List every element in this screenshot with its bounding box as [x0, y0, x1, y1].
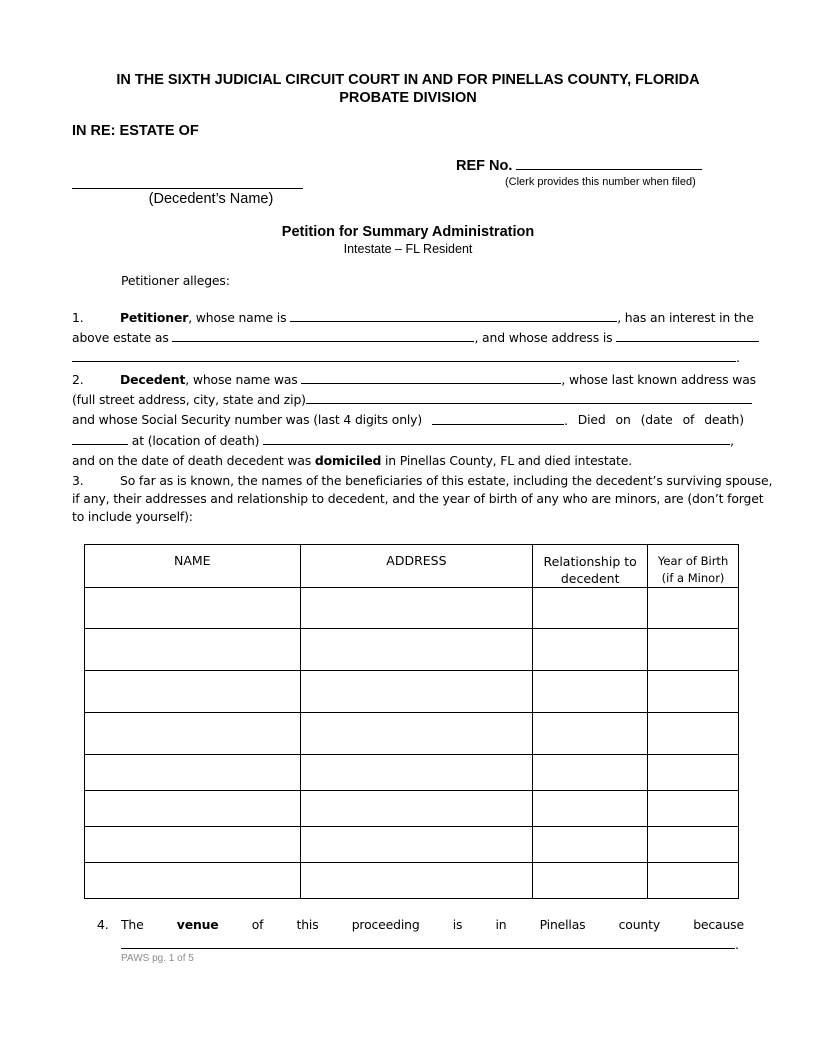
para2-text: of: [682, 412, 695, 427]
table-row: [85, 671, 739, 713]
para1-number: 1.: [72, 310, 84, 325]
beneficiary-address-cell[interactable]: [300, 791, 533, 827]
beneficiary-relationship-cell[interactable]: [533, 629, 648, 671]
para3-line1: [72, 473, 773, 489]
beneficiary-relationship-cell[interactable]: [533, 755, 648, 791]
para2-line1: [72, 371, 756, 387]
para1-text: , has an interest in the: [617, 310, 754, 325]
para2-text: , whose last known address was: [561, 372, 756, 387]
table-row: [85, 827, 739, 863]
beneficiary-name-cell[interactable]: [85, 755, 301, 791]
para4-word: this: [296, 917, 319, 932]
beneficiary-year-cell[interactable]: [648, 671, 739, 713]
para1-line1: [72, 309, 754, 325]
para1-line3: [72, 349, 744, 365]
table-row: [85, 629, 739, 671]
table-row: [85, 791, 739, 827]
para1-text: , and whose address is: [474, 330, 613, 345]
table-row: [85, 588, 739, 629]
beneficiary-relationship-cell[interactable]: [533, 863, 648, 899]
decedent-name-field-2[interactable]: [301, 371, 561, 384]
petitioner-address-field[interactable]: [616, 329, 759, 342]
relationship-header-line1: Relationship to: [543, 554, 637, 569]
para2-text: .: [564, 413, 568, 428]
beneficiary-name-cell[interactable]: [85, 629, 301, 671]
para2-line5: [72, 453, 744, 469]
petitioner-term: Petitioner: [120, 310, 189, 325]
decedent-address-field[interactable]: [306, 391, 752, 404]
beneficiary-year-cell[interactable]: [648, 588, 739, 629]
year-header-line1: Year of Birth: [657, 554, 729, 568]
venue-term: venue: [176, 917, 219, 932]
para2-text: in Pinellas County, FL and died intestate.: [385, 453, 632, 468]
petitioner-interest-field[interactable]: [172, 329, 474, 342]
beneficiary-year-cell[interactable]: [648, 863, 739, 899]
relationship-header-line2: decedent: [560, 571, 620, 586]
beneficiary-name-cell[interactable]: [85, 791, 301, 827]
beneficiary-year-cell[interactable]: [648, 755, 739, 791]
beneficiary-rows: [85, 588, 739, 899]
page-footer: PAWS pg. 1 of 5: [121, 953, 194, 964]
para4-word: proceeding: [351, 917, 420, 932]
para2-line2: [72, 391, 744, 407]
para3-line3: to include yourself):: [72, 509, 193, 524]
beneficiary-address-cell[interactable]: [300, 629, 533, 671]
beneficiary-address-cell[interactable]: [300, 827, 533, 863]
beneficiary-relationship-cell[interactable]: [533, 588, 648, 629]
ref-number-label: [456, 157, 702, 174]
relationship-column-header: [533, 545, 648, 588]
para4-word: in: [495, 917, 507, 932]
beneficiary-relationship-cell[interactable]: [533, 827, 648, 863]
para2-text: , whose name was: [185, 372, 298, 387]
para2-text: at (location of death): [131, 433, 260, 448]
table-row: [85, 863, 739, 899]
para2-line4: [72, 432, 744, 448]
para2-text: and on the date of death decedent was: [72, 453, 312, 468]
petitioner-name-field[interactable]: [290, 309, 617, 322]
para4-line2: [121, 936, 744, 952]
court-heading: IN THE SIXTH JUDICIAL CIRCUIT COURT IN AND FOR PINELLAS COUNTY, FLORIDA: [116, 72, 700, 88]
address-column-header: ADDRESS: [300, 545, 533, 588]
beneficiary-address-cell[interactable]: [300, 588, 533, 629]
decedent-name-field[interactable]: [72, 188, 303, 189]
beneficiary-relationship-cell[interactable]: [533, 713, 648, 755]
beneficiary-address-cell[interactable]: [300, 713, 533, 755]
table-row: [85, 713, 739, 755]
division-heading: PROBATE DIVISION: [339, 90, 477, 106]
intro-text: Petitioner alleges:: [121, 273, 230, 288]
beneficiary-year-cell[interactable]: [648, 827, 739, 863]
para1-text: , whose name is: [188, 310, 287, 325]
para2-text: (date: [640, 412, 673, 427]
para3-line2: if any, their addresses and relationship to decedent, and the year of birth of any who are minors, are (don’t forget: [72, 491, 764, 506]
para2-line3: [72, 412, 744, 428]
date-of-death-field[interactable]: [72, 432, 128, 445]
para4-word: county: [618, 917, 661, 932]
in-re-label: IN RE: ESTATE OF: [72, 123, 199, 139]
beneficiary-name-cell[interactable]: [85, 863, 301, 899]
ref-label-text: REF No.: [456, 158, 513, 174]
beneficiary-address-cell[interactable]: [300, 755, 533, 791]
para4-word: The: [121, 917, 144, 932]
beneficiary-address-cell[interactable]: [300, 671, 533, 713]
ref-number-field[interactable]: [516, 157, 702, 170]
ssn-last4-field[interactable]: [432, 412, 564, 425]
decedent-name-label: (Decedent’s Name): [148, 191, 274, 207]
para3-text: So far as is known, the names of the beneficiaries of this estate, including the decedent’s surviving spouse,: [120, 473, 773, 488]
beneficiary-name-cell[interactable]: [85, 671, 301, 713]
beneficiary-name-cell[interactable]: [85, 713, 301, 755]
para2-text: and whose Social Security number was (last 4 digits only): [72, 412, 423, 427]
domiciled-term: domiciled: [314, 453, 382, 468]
para1-text: above estate as: [72, 330, 169, 345]
petitioner-address-field-2[interactable]: [72, 349, 736, 362]
petition-subtitle: Intestate – FL Resident: [343, 242, 473, 256]
para2-number: 2.: [72, 372, 84, 387]
para4-word: because: [693, 917, 744, 932]
para4-text: .: [735, 937, 739, 952]
petition-title: Petition for Summary Administration: [281, 224, 535, 240]
beneficiary-name-cell[interactable]: [85, 588, 301, 629]
beneficiary-address-cell[interactable]: [300, 863, 533, 899]
name-column-header: NAME: [85, 545, 301, 588]
para3-number: 3.: [72, 473, 84, 488]
beneficiary-relationship-cell[interactable]: [533, 671, 648, 713]
beneficiary-year-cell[interactable]: [648, 713, 739, 755]
year-header-line2: (if a Minor): [661, 571, 725, 585]
para4-word: of: [251, 917, 264, 932]
para4-word: Pinellas: [539, 917, 586, 932]
para2-text: (full street address, city, state and zip): [72, 392, 306, 407]
table-row: [85, 755, 739, 791]
decedent-term: Decedent: [120, 372, 186, 387]
beneficiaries-table: [84, 544, 739, 899]
beneficiary-relationship-cell[interactable]: [533, 791, 648, 827]
beneficiary-year-cell[interactable]: [648, 791, 739, 827]
para4-number: 4.: [97, 917, 109, 932]
para1-line2: [72, 329, 744, 345]
para1-text: .: [736, 350, 740, 365]
beneficiary-name-cell[interactable]: [85, 827, 301, 863]
para2-text: on: [615, 412, 631, 427]
year-of-birth-column-header: [648, 545, 739, 588]
para4-line1: [121, 917, 744, 933]
table-header-row: [85, 545, 739, 588]
para2-text: death): [704, 412, 744, 427]
para4-word: is: [452, 917, 463, 932]
beneficiary-year-cell[interactable]: [648, 629, 739, 671]
clerk-note: (Clerk provides this number when filed): [505, 176, 696, 188]
location-of-death-field[interactable]: [263, 432, 730, 445]
para2-text: Died: [577, 412, 606, 427]
para2-text: ,: [730, 433, 734, 448]
venue-reason-field[interactable]: [121, 936, 735, 949]
